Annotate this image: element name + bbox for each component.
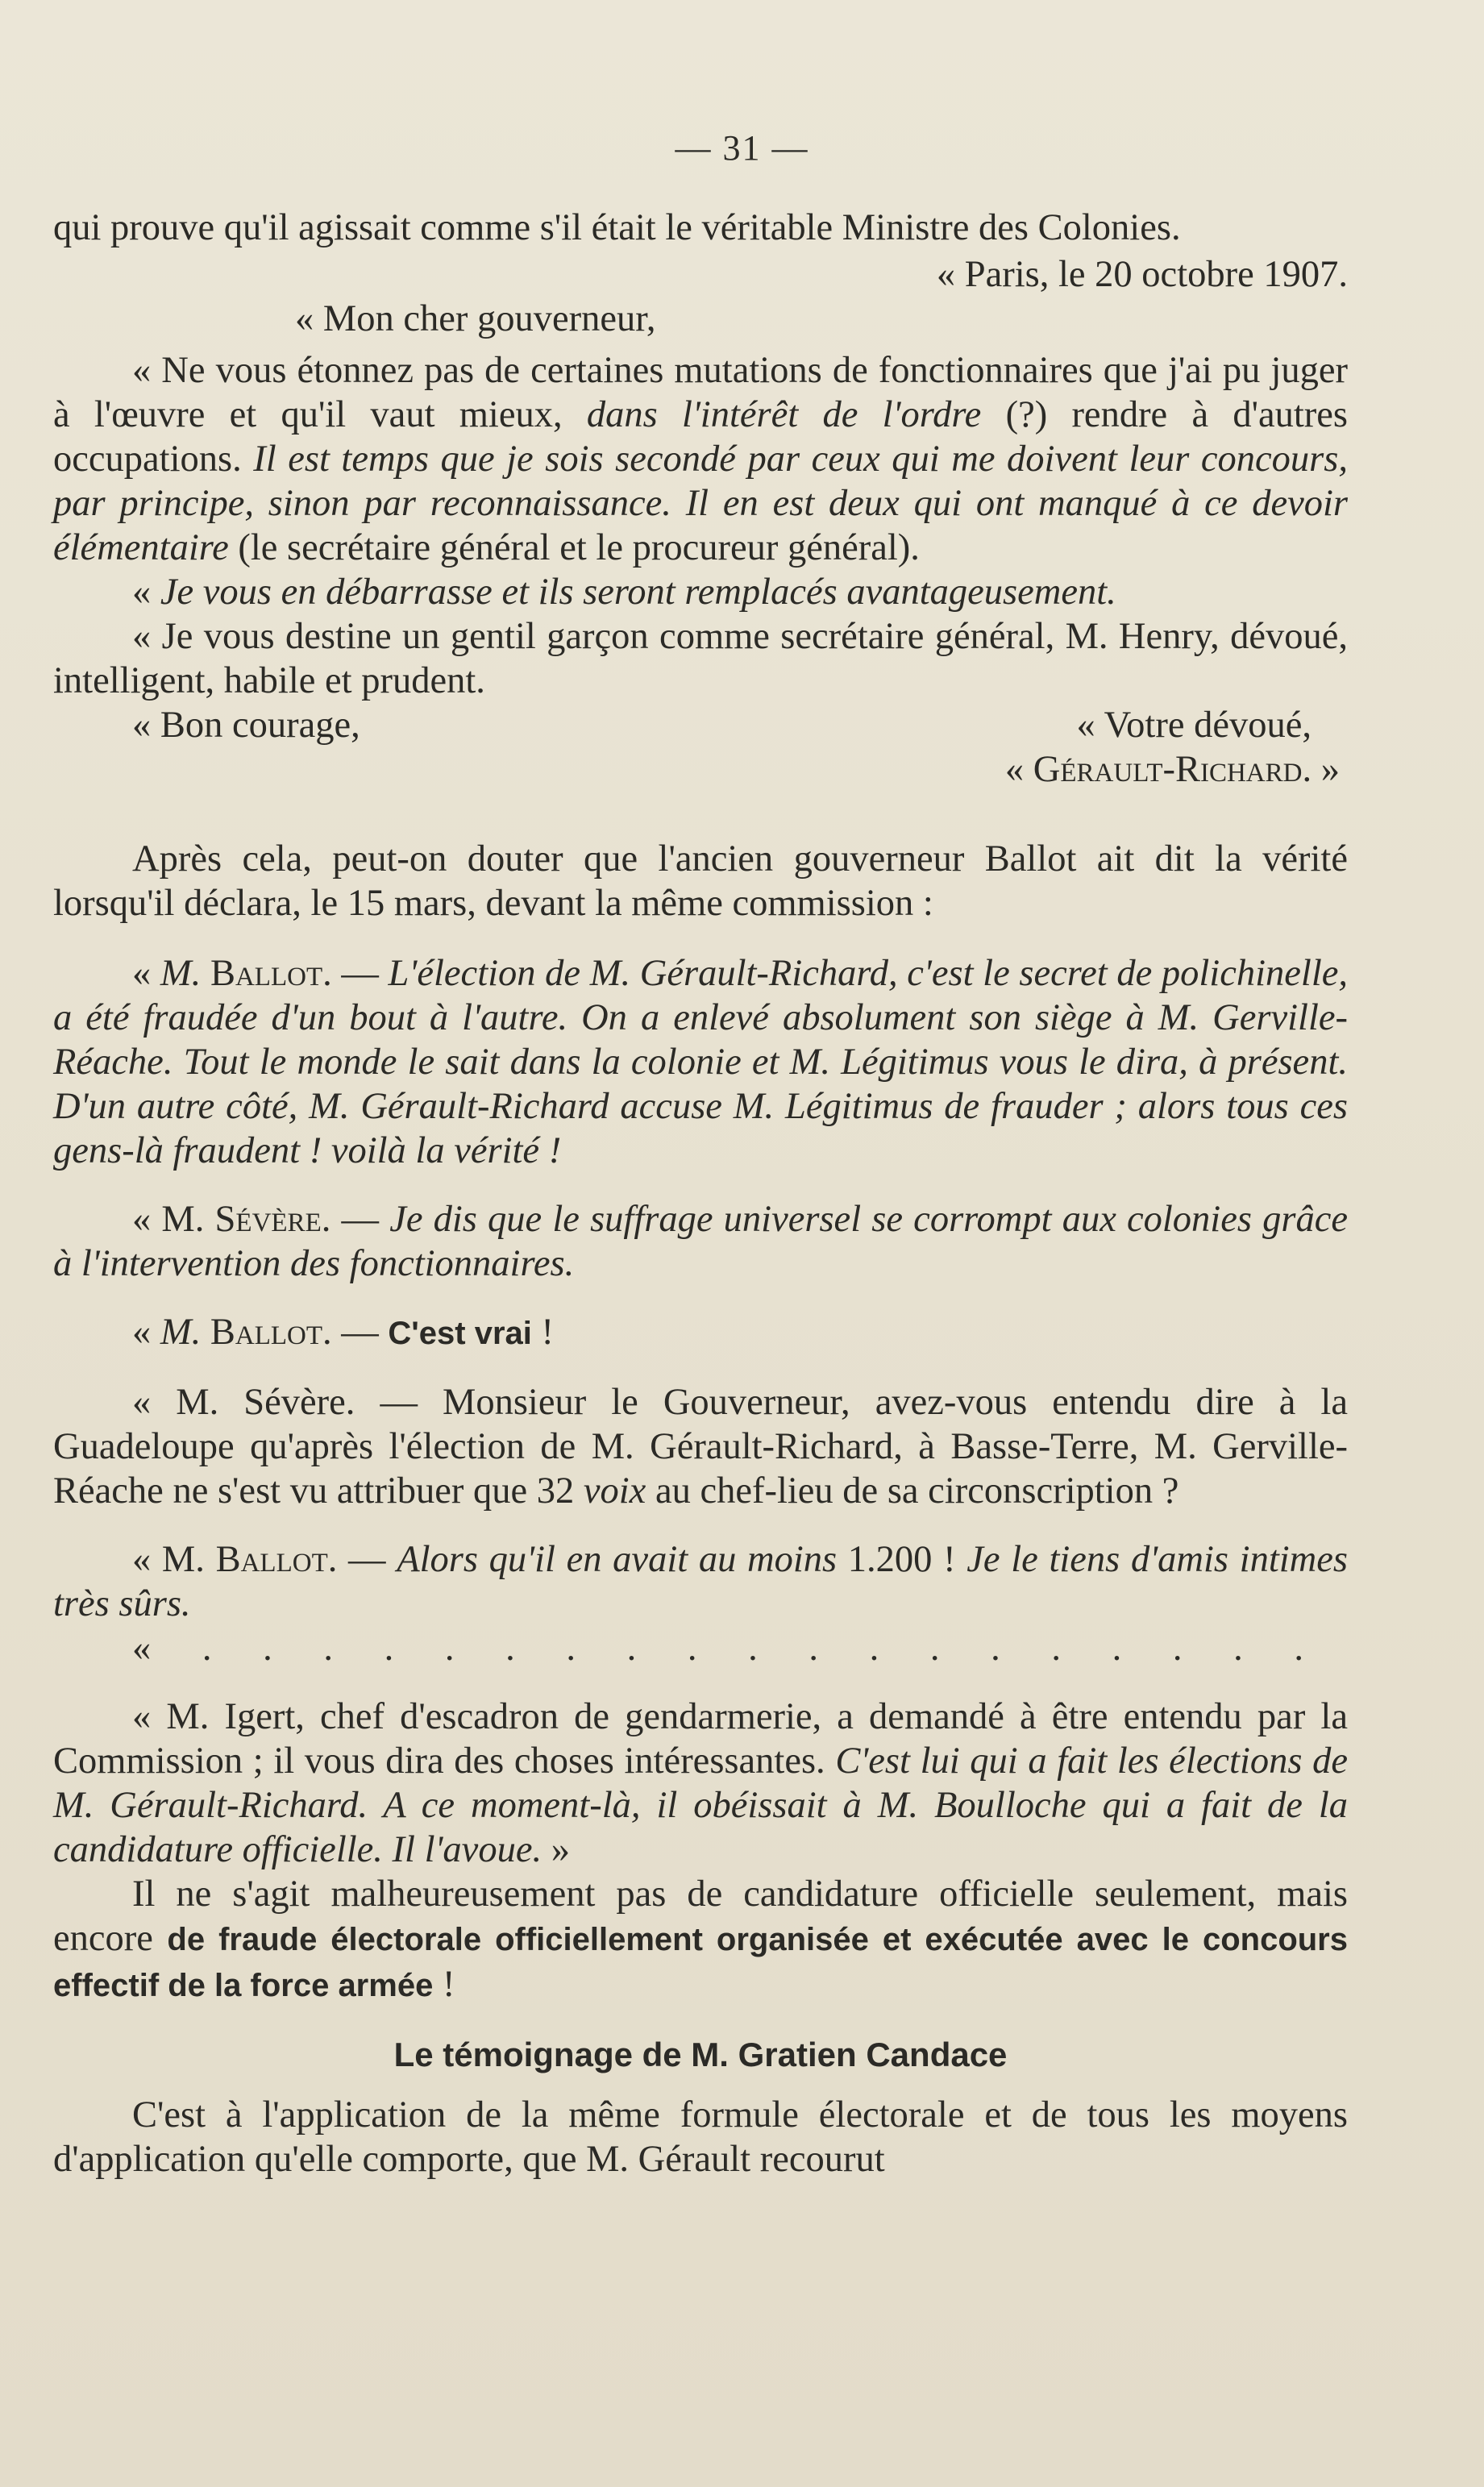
letter-signature: « Gérault-Richard. » [1004, 749, 1340, 790]
bold-run: C'est vrai [388, 1316, 532, 1351]
italic-run: voix [583, 1470, 646, 1512]
closing-left: « Bon courage, [132, 705, 360, 746]
paragraph: C'est à l'application de la même formule électorale et de tous les moyens d'application qu'elle comporte, que M. Gérault recourut [53, 2094, 1348, 2180]
testimony-paragraph [53, 1537, 1348, 1626]
body-text [53, 206, 1348, 2181]
letter-paragraph: « Je vous destine un gentil garçon comme secrétaire général, M. Henry, dévoué, intelligent, habile et prudent. [53, 616, 1348, 701]
text-run: « Ne vous étonnez pas de certaines mutations de fonctionnaires que j'ai pu juger à l'œuvre et qu'il vaut mieux, [53, 350, 1348, 435]
italic-run: C'est lui qui a fait les élections de M. Gérault-Richard. A ce moment-là, il obéissait à M. Boulloche qui a fait de la candidature officielle. Il l'avoue. [53, 1740, 1348, 1870]
paragraph [53, 1872, 1348, 2008]
text-run: Il ne s'agit malheureusement pas de candidature officielle seulement, mais encore [53, 1874, 1348, 1959]
paragraph: qui prouve qu'il agissait comme s'il était le véritable Ministre des Colonies. [53, 207, 1181, 248]
testimony-paragraph [53, 1380, 1348, 1513]
italic-run: Je dis que le suffrage universel se corrompt aux colonies grâce à l'intervention des fonctionnaires. [53, 1199, 1348, 1284]
letter-paragraph [53, 348, 1348, 570]
testimony-paragraph [53, 951, 1348, 1173]
italic-run: Je le tiens d'amis intimes très sûrs. [53, 1539, 1348, 1624]
testimony-paragraph [53, 1310, 1348, 1356]
letter-salutation: « Mon cher gouverneur, [295, 298, 656, 339]
text-run: (le secrétaire général et le procureur général). [228, 527, 920, 568]
closing-right: « Votre dévoué, [1076, 705, 1311, 746]
letter-paragraph [53, 570, 1348, 614]
text-run: « M. Igert, chef d'escadron de gendarmerie, a demandé à être entendu par la Commission ; il vous dira des choses intéressantes. [53, 1696, 1348, 1782]
bold-run: de fraude électorale officiellement organisée et exécutée avec le concours effectif de la force armée [53, 1922, 1348, 2003]
text-run: 1.200 ! [837, 1539, 967, 1580]
paragraph: Après cela, peut-on douter que l'ancien gouverneur Ballot ait dit la vérité lorsqu'il déclara, le 15 mars, devant la même commission : [53, 838, 1348, 924]
text-run: « [132, 572, 160, 613]
speaker-name: « M. Ballot. — [132, 1539, 397, 1580]
text-run: « [132, 1312, 160, 1353]
text-run: ! [433, 1964, 455, 2005]
italic-run: Il est temps que je sois secondé par ceux qui me doivent leur concours, par principe, sinon par reconnaissance. Il en est deux qui ont manqué à ce devoir élémentaire [53, 439, 1348, 568]
italic-run: L'élection de M. Gérault-Richard, c'est le secret de polichinelle, a été fraudée d'un bout à l'autre. On a enlevé absolument son siège à M. Gerville-Réache. Tout le monde le sait dans la colonie et M. Légitimus vous le dira, à présent. D'un autre côté, M. Gérault-Richard accuse M. Légitimus de frauder ; alors tous ces gens-là fraudent ! voilà la vérité ! [53, 953, 1349, 1171]
ellipsis-line: « . . . . . . . . . . . . . . . . . . . [132, 1628, 1324, 1669]
text-run: (?) rendre à d'autres occupations. [53, 394, 1348, 480]
speaker-name: « M. Sévère. — [132, 1199, 390, 1240]
text-run: » [542, 1829, 570, 1870]
testimony-paragraph [53, 1695, 1348, 1872]
letter-dateline: « Paris, le 20 octobre 1907. [936, 254, 1348, 295]
text-run: au chef-lieu de sa circonscription ? [646, 1470, 1179, 1512]
text-run: ! [531, 1312, 555, 1353]
italic-run: Alors qu'il en avait au moins [397, 1539, 838, 1580]
text-run: « [132, 953, 160, 994]
italic-run: Je vous en débarrasse et ils seront remplacés avantageusement. [160, 572, 1116, 613]
section-heading: Le témoignage de M. Gratien Candace [393, 2036, 1008, 2073]
italic-run: M. [160, 953, 202, 994]
speaker-name: Ballot. — [201, 953, 389, 994]
italic-run: dans l'intérêt de l'ordre [586, 394, 982, 435]
speaker-name: Ballot. — [201, 1312, 389, 1353]
italic-run: M. [160, 1312, 202, 1353]
testimony-paragraph [53, 1197, 1348, 1286]
text-run: « M. Sévère. — Monsieur le Gouverneur, avez-vous entendu dire à la Guadeloupe qu'après l'élection de M. Gérault-Richard, à Basse-Terre, M. Gerville-Réache ne s'est vu attribuer que 32 [53, 1382, 1348, 1512]
page-number: — 31 — [675, 128, 809, 168]
letter-closing [53, 703, 1348, 747]
